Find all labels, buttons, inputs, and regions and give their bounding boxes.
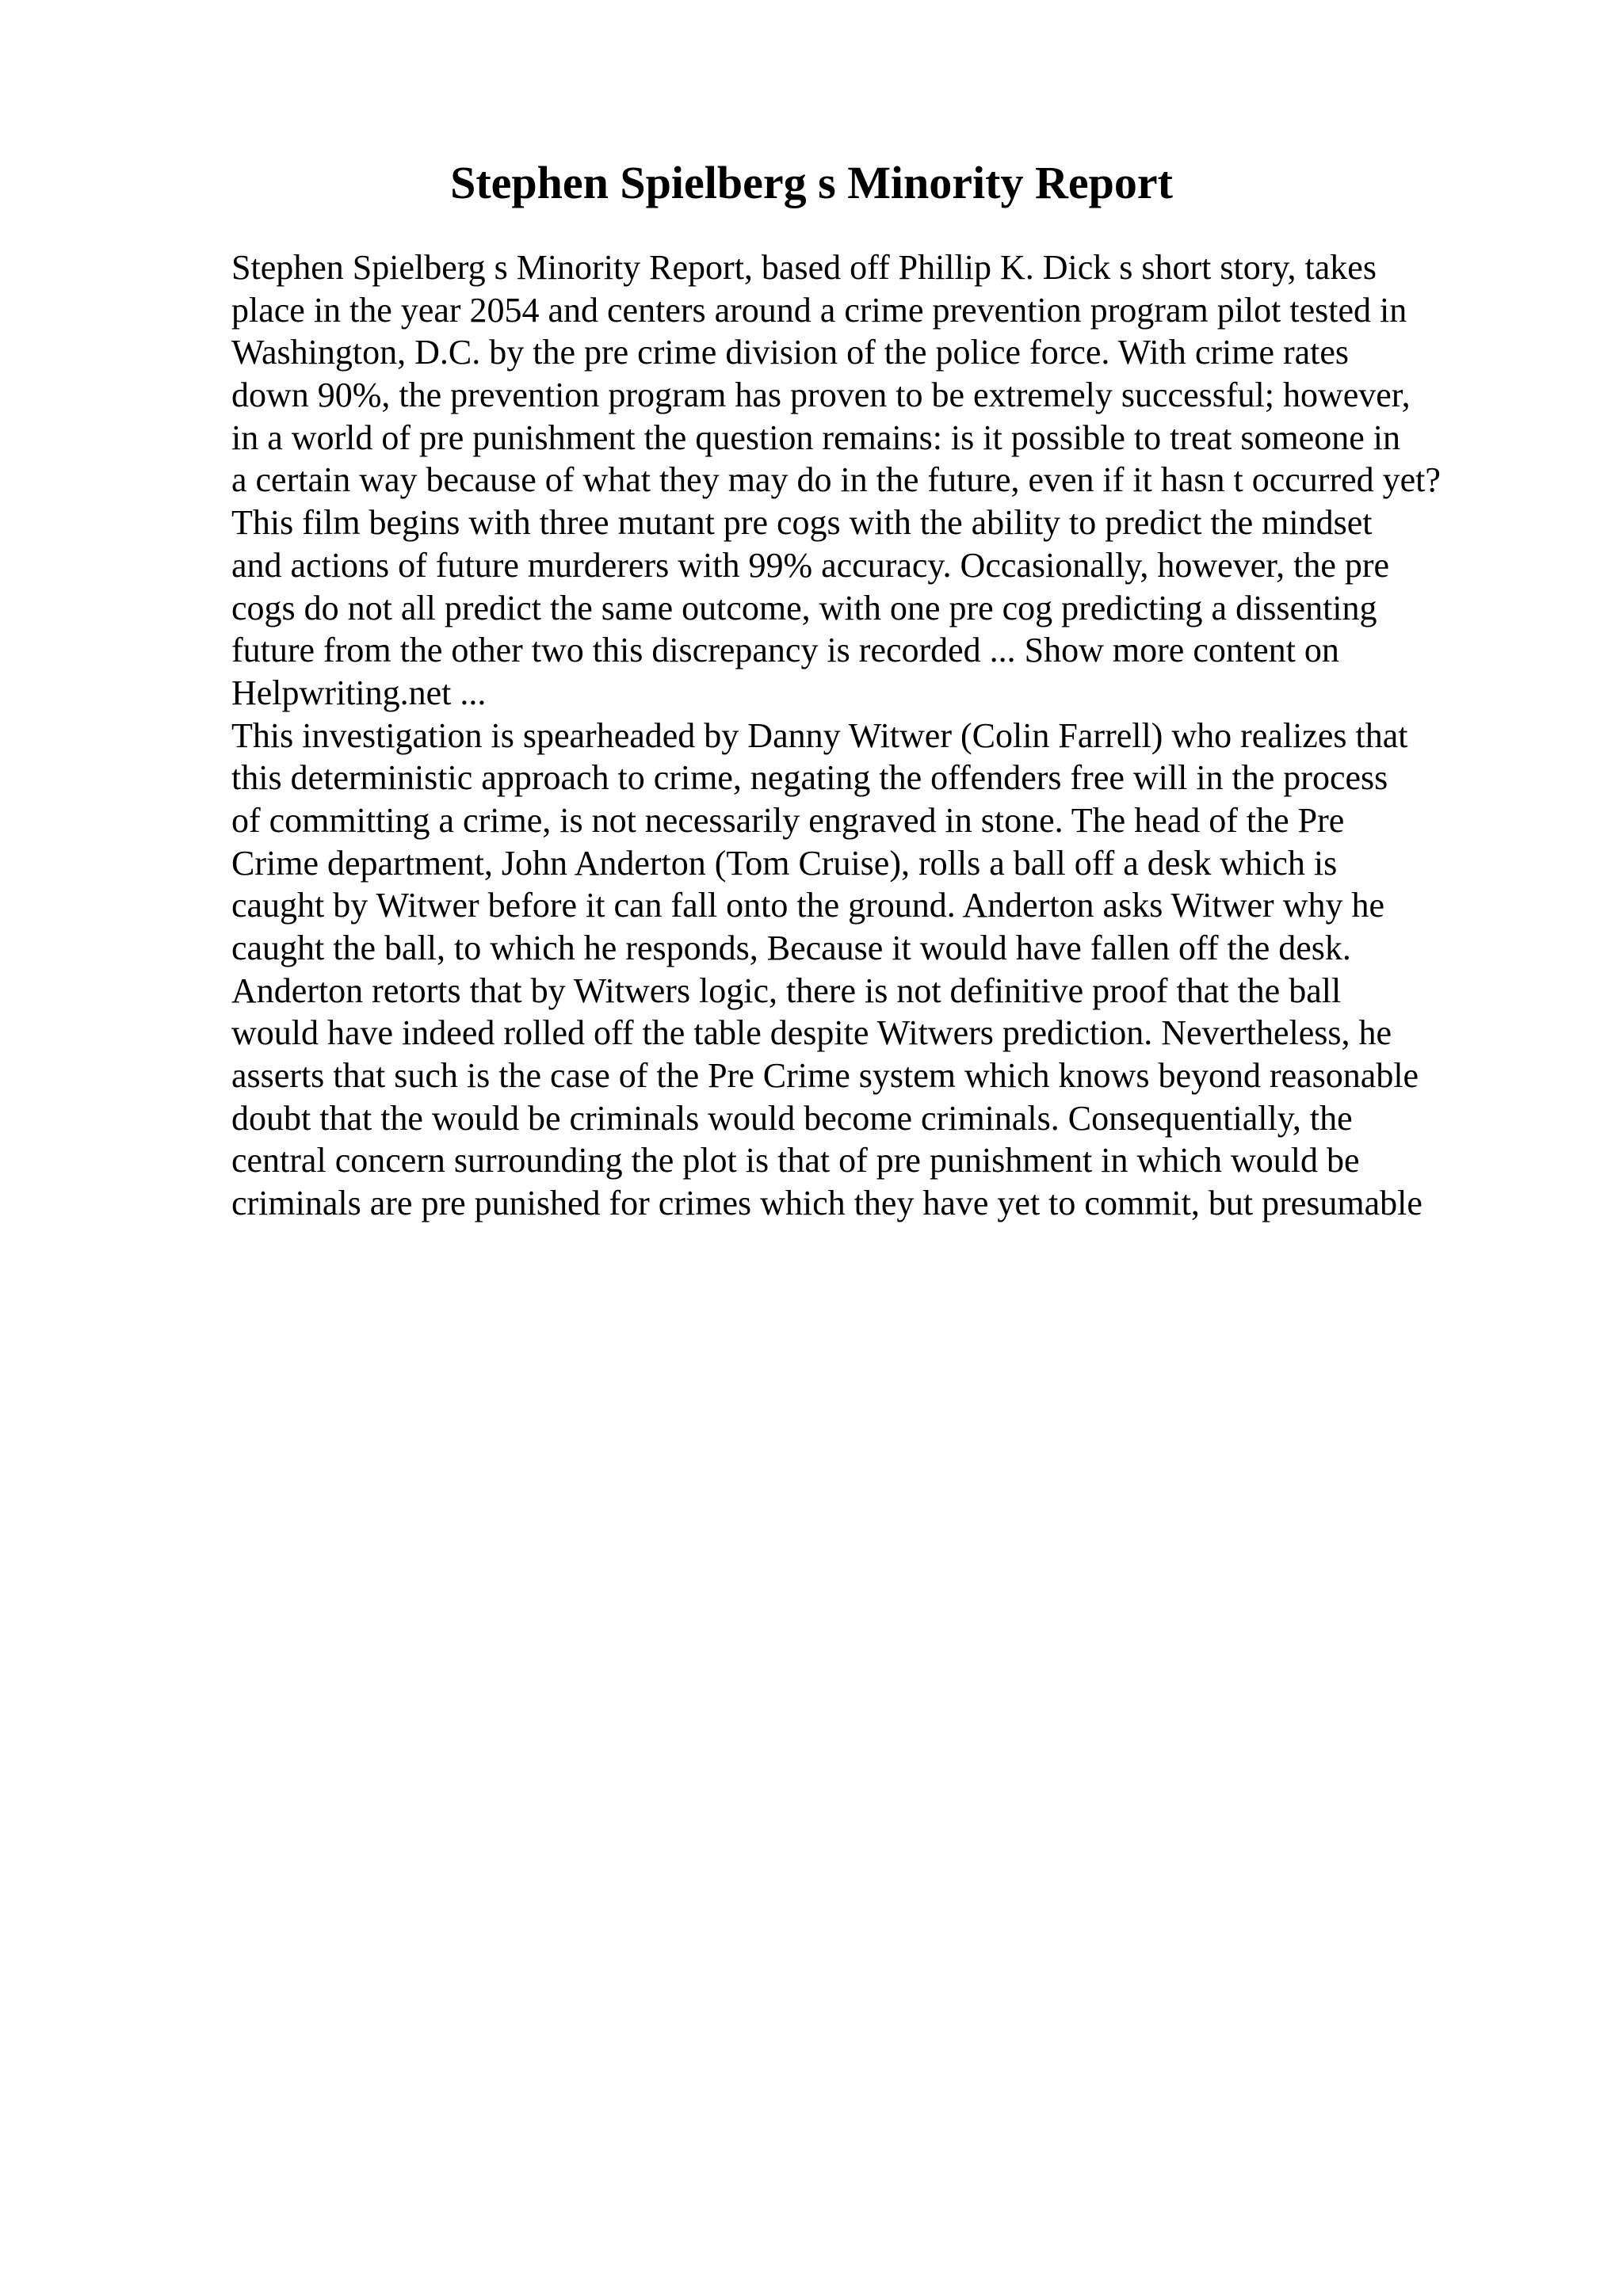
text-line: of committing a crime, is not necessarily engraved in stone. The head of the Pre [231, 800, 1345, 840]
text-line: a certain way because of what they may do in the future, even if it hasn t occurred yet? [231, 460, 1441, 500]
document-body [231, 246, 1610, 1225]
text-line: Crime department, John Anderton (Tom Cruise), rolls a ball off a desk which is [231, 843, 1338, 883]
text-line: in a world of pre punishment the question remains: is it possible to treat someone in [231, 418, 1400, 457]
document-title: Stephen Spielberg s Minority Report [450, 157, 1173, 208]
text-line: cogs do not all predict the same outcome, with one pre cog predicting a dissenting [231, 588, 1377, 627]
text-line: this deterministic approach to crime, negating the offenders free will in the process [231, 758, 1388, 798]
text-line: Helpwriting.net ... [231, 673, 487, 712]
text-line: would have indeed rolled off the table despite Witwers prediction. Nevertheless, he [231, 1013, 1392, 1053]
text-line: This film begins with three mutant pre cogs with the ability to predict the mindset [231, 503, 1373, 543]
text-line: and actions of future murderers with 99% accuracy. Occasionally, however, the pre [231, 545, 1390, 585]
text-line: down 90%, the prevention program has proven to be extremely successful; however, [231, 376, 1411, 415]
text-line: central concern surrounding the plot is that of pre punishment in which would be [231, 1141, 1360, 1180]
text-line: This investigation is spearheaded by Danny Witwer (Colin Farrell) who realizes that [231, 715, 1408, 755]
text-line: Anderton retorts that by Witwers logic, there is not definitive proof that the ball [231, 971, 1342, 1010]
text-line: future from the other two this discrepancy is recorded ... Show more content on [231, 631, 1339, 670]
text-line: Stephen Spielberg s Minority Report, based off Phillip K. Dick s short story, takes [231, 248, 1377, 287]
text-line: Washington, D.C. by the pre crime division of the police force. With crime rates [231, 333, 1350, 372]
text-line: caught by Witwer before it can fall onto the ground. Anderton asks Witwer why he [231, 886, 1385, 925]
text-line: asserts that such is the case of the Pre Crime system which knows beyond reasonable [231, 1056, 1419, 1096]
text-line: criminals are pre punished for crimes which they have yet to commit, but presumable [231, 1184, 1423, 1223]
text-line: caught the ball, to which he responds, Because it would have fallen off the desk. [231, 929, 1351, 967]
text-line: place in the year 2054 and centers around a crime prevention program pilot tested in [231, 290, 1407, 330]
text-line: doubt that the would be criminals would become criminals. Consequentially, the [231, 1098, 1353, 1138]
